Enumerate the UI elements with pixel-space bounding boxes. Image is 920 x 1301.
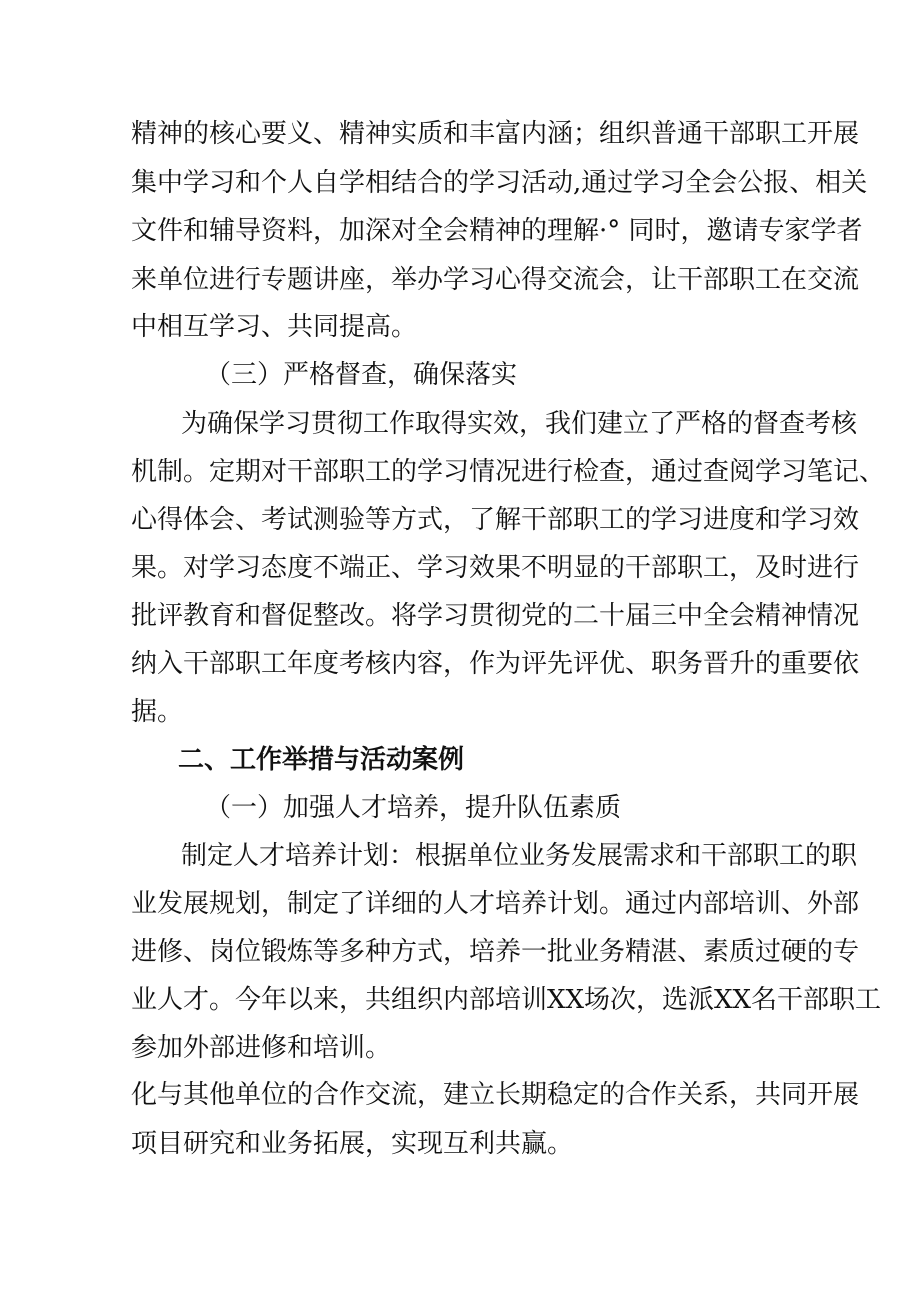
paragraph-line: 中相互学习、共同提高。 bbox=[131, 312, 418, 342]
paragraph-line: 果。对学习态度不端正、学习效果不明显的干部职工，及时进行 bbox=[131, 553, 860, 583]
paragraph-line: 项目研究和业务拓展，实现互利共赢。 bbox=[131, 1129, 574, 1159]
subsection-heading: （三）严格督查，确保落实 bbox=[205, 360, 518, 390]
paragraph-line: 文件和辅导资料，加深对全会精神的理解·° 同时，邀请专家学者 bbox=[131, 216, 863, 246]
paragraph-line: 参加外部进修和培训。 bbox=[131, 1033, 392, 1063]
paragraph-line: 来单位进行专题讲座，举办学习心得交流会，让干部职工在交流 bbox=[131, 265, 860, 295]
paragraph-line: 制定人才培养计划：根据单位业务发展需求和干部职工的职 bbox=[181, 841, 858, 871]
paragraph-line: 心得体会、考试测验等方式，了解干部职工的学习进度和学习效 bbox=[131, 505, 860, 535]
paragraph-line: 进修、岗位锻炼等多种方式，培养一批业务精湛、素质过硬的专 bbox=[131, 937, 860, 967]
paragraph-line: 为确保学习贯彻工作取得实效，我们建立了严格的督查考核 bbox=[181, 409, 858, 439]
section-heading: 二、工作举措与活动案例 bbox=[178, 745, 465, 775]
paragraph-line: 纳入干部职工年度考核内容，作为评先评优、职务晋升的重要依 bbox=[131, 649, 860, 679]
paragraph-line: 据。 bbox=[131, 697, 184, 727]
paragraph-line: 精神的核心要义、精神实质和丰富内涵；组织普通干部职工开展 bbox=[131, 119, 860, 149]
paragraph-line: 机制。定期对干部职工的学习情况进行检查，通过查阅学习笔记、 bbox=[131, 457, 886, 487]
paragraph-line: 集中学习和个人自学相结合的学习活动,通过学习全会公报、相关 bbox=[131, 168, 868, 198]
subsection-heading: （一）加强人才培养，提升队伍素质 bbox=[205, 793, 622, 823]
paragraph-line: 化与其他单位的合作交流，建立长期稳定的合作关系，共同开展 bbox=[131, 1080, 860, 1110]
paragraph-line: 批评教育和督促整改。将学习贯彻党的二十届三中全会精神情况 bbox=[131, 601, 860, 631]
paragraph-line: 业发展规划，制定了详细的人才培养计划。通过内部培训、外部 bbox=[131, 889, 860, 919]
paragraph-line: 业人才。今年以来，共组织内部培训XX场次，选派XX名干部职工 bbox=[131, 985, 882, 1015]
